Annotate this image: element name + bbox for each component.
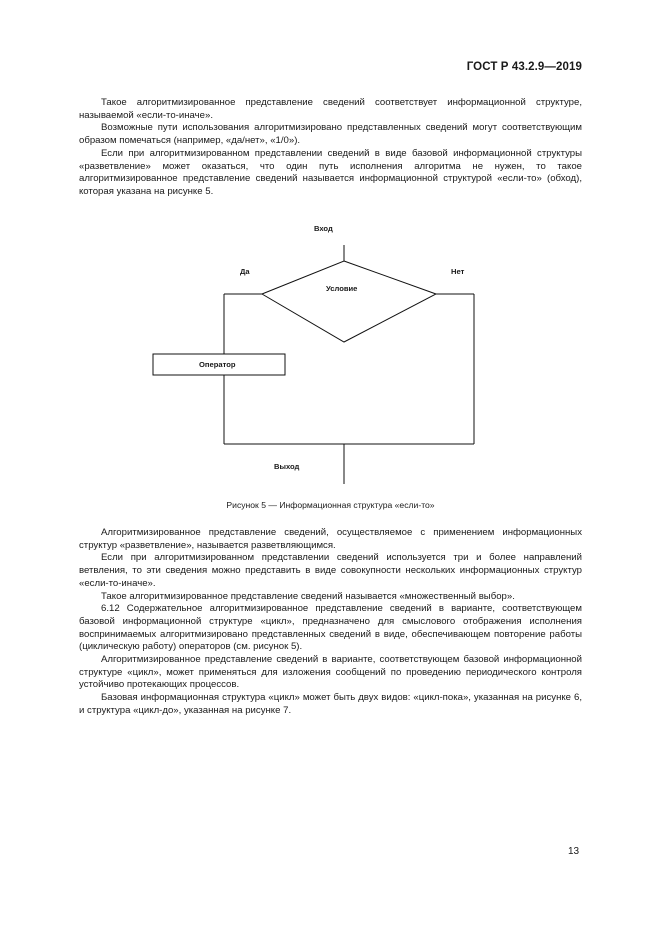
paragraph: Если при алгоритмизированном представлении сведений используется три и более направлений ветвления, то эти сведения можно представить в виде совокупности нескольких информационных структур «если-то-иначе». [79, 552, 582, 589]
entry-label: Вход [314, 224, 333, 233]
paragraph: Такое алгоритмизированное представление сведений соответствует информационной структуре, называемой «если-то-иначе». [79, 97, 582, 121]
paragraph: Базовая информационная структура «цикл» может быть двух видов: «цикл-пока», указанная на рисунке 6, и структура «цикл-до», указанная на рисунке 7. [79, 692, 582, 716]
paragraph: Алгоритмизированное представление сведений, осуществляемое с применением информационных структур «разветвление», называется разветвляющимся. [79, 527, 582, 551]
paragraph: 6.12 Содержательное алгоритмизированное представление сведений в варианте, соответствующем базовой информационной структуре «цикл», предназначено для смыслового отображения исполнения воспринимаемых алгоритмизировано представленных сведений в виде, обеспечивающем повторение работы (циклическую работу) операторов (см. рисунок 5). [79, 603, 582, 653]
document-header: ГОСТ Р 43.2.9—2019 [466, 61, 582, 73]
figure-caption: Рисунок 5 — Информационная структура «если-то» [226, 500, 435, 510]
paragraph: Алгоритмизированное представление сведений в варианте, соответствующем базовой информационной структуре «цикл», может применяться для изложения сообщений по проведению периодического контроля устойчиво протекающих процессов. [79, 654, 582, 691]
paragraph: Возможные пути использования алгоритмизировано представленных сведений могут соответствующим образом помечаться (например, «да/нет», «1/0»). [79, 122, 582, 147]
body-text-top [79, 97, 582, 199]
condition-label: Условие [326, 284, 358, 293]
exit-label: Выход [274, 462, 300, 471]
condition-diamond [262, 261, 436, 342]
paragraph: Если при алгоритмизированном представлении сведений в виде базовой информационной структуры «разветвление» может оказаться, что один путь исполнения алгоритма не нужен, то такое алгоритмизированное представление сведений называется информационной структурой «если-то» (обход), которая указана на рисунке 5. [79, 147, 582, 197]
no-label: Нет [451, 267, 465, 276]
operator-label: Оператор [199, 360, 236, 369]
page-number: 13 [568, 846, 580, 857]
body-text-bottom [79, 527, 582, 718]
yes-label: Да [240, 267, 250, 276]
paragraph: Такое алгоритмизированное представление сведений называется «множественный выбор». [101, 590, 515, 602]
